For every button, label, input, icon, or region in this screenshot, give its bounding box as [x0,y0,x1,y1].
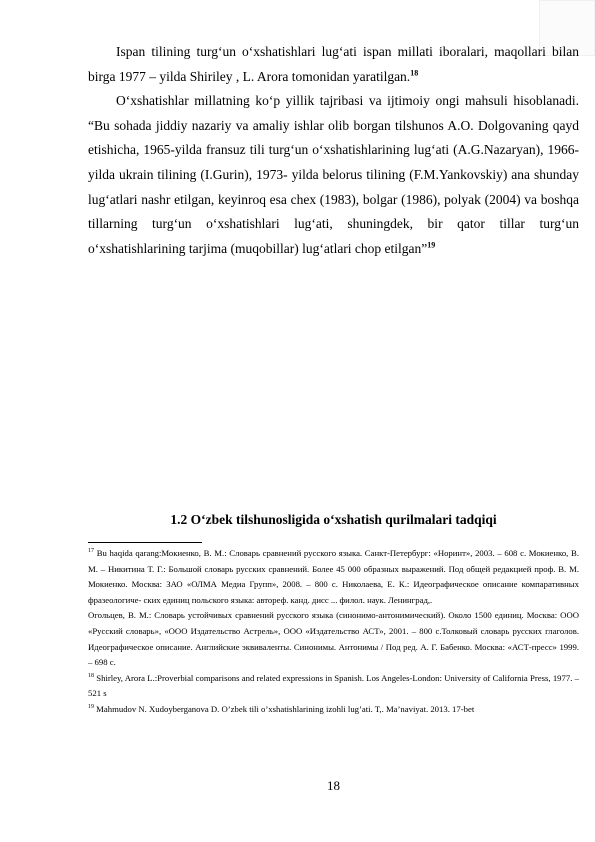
footnote-17: $^{17}$ Bu haqida qarang:Мокиенко, В. М.: Словарь сравнений русского языка. Санкт-Петербург: «Норинт», 2003. – 608 с. Мокиенко, В. М. – Никитина Т. Г.: Большой словарь русских сравнений. Более 45 000 образных выражений. Под общей редакцией проф. В. М. Мокиенко. Москва: ЗАО «ОЛМА Медиа Групп», 2008. – 800 с. Николаева, Е. К.: Идеографическое описание компаративных фразеологиче- ских единиц польского языка: автореф. канд. дисс ... филол. наук. Ленинград,. [88,548,579,605]
footnote-mark: 19 [88,704,94,711]
footnote-ref-19[interactable]: 19 [427,240,436,250]
footnote-18: $^{18}$ Shirley, Arora L.:Proverbial comparisons and related expressions in Spanish. Los Angeles-London: University of California Press, 1977. – 521 s [88,672,579,699]
paragraph-1: Ispan tilining turg‘un o‘xshatishlari lug‘ati ispan millati iboralari, maqollari bilan birga 1977 – yilda Shiriley , L. Arora tomonidan yaratilgan.$^{18}$ [88,44,579,84]
footnotes [88,546,579,718]
page-number: 18 [327,778,340,793]
footnote-mark: 18 [88,672,94,679]
footnote-17-continued: Огольцев, В. М.: Словарь устойчивых сравнений русского языка (синонимо-антонимический). Около 1500 единиц. Москва: ООО «Русский словарь», «ООО Издательство Астрель», ООО «Издательство АСТ», 2001. – 800 с.Толковый словарь русских глаголов. Идеографическое описание. Английские эквиваленты. Синонимы. Антонимы / Под ред. А. Г. Бабенко. Москва: «АСТ-пресс» 1999. – 698 с. [88,610,579,668]
footnote-19: $^{19}$ Mahmudov N. Xudoyberganova D. O’zbek tili o’xshatishlarining izohli lug’ati. T,. Ma’naviyat. 2013. 17-bet [88,703,475,714]
footnote-mark: 17 [88,548,94,555]
footnote-divider [88,542,202,543]
body-text [88,40,579,261]
footnote-ref-18[interactable]: 18 [410,68,419,78]
paragraph-2: O‘xshatishlar millatning ko‘p yillik tajribasi va ijtimoiy ongi mahsuli hisoblanadi. “Bu sohada jiddiy nazariy va amaliy ishlar olib borgan tilshunos A.O. Dolgovaning qayd etishicha, 1965-yilda fransuz tili turg‘un o‘xshatishlarining lug‘ati (A.G.Nazaryan), 1966-yilda ukrain tilining (I.Gurin), 1973- yilda belorus tilining (F.M.Yankovskiy) ana shunday lug‘atlari nashr etilgan, keyinroq esa chex (1983), bolgar (1986), polyak (2004) va boshqa tillarning turg‘un o‘xshatishlari lug‘ati, shuningdek, bir qator tillar turg‘un o‘xshatishlarining tarjima (muqobillar) lug‘atlari chop etilgan”$^{19}$ [88,93,579,256]
section-heading: 1.2 O‘zbek tilshunosligida o‘xshatish qurilmalari tadqiqi [170,512,497,527]
